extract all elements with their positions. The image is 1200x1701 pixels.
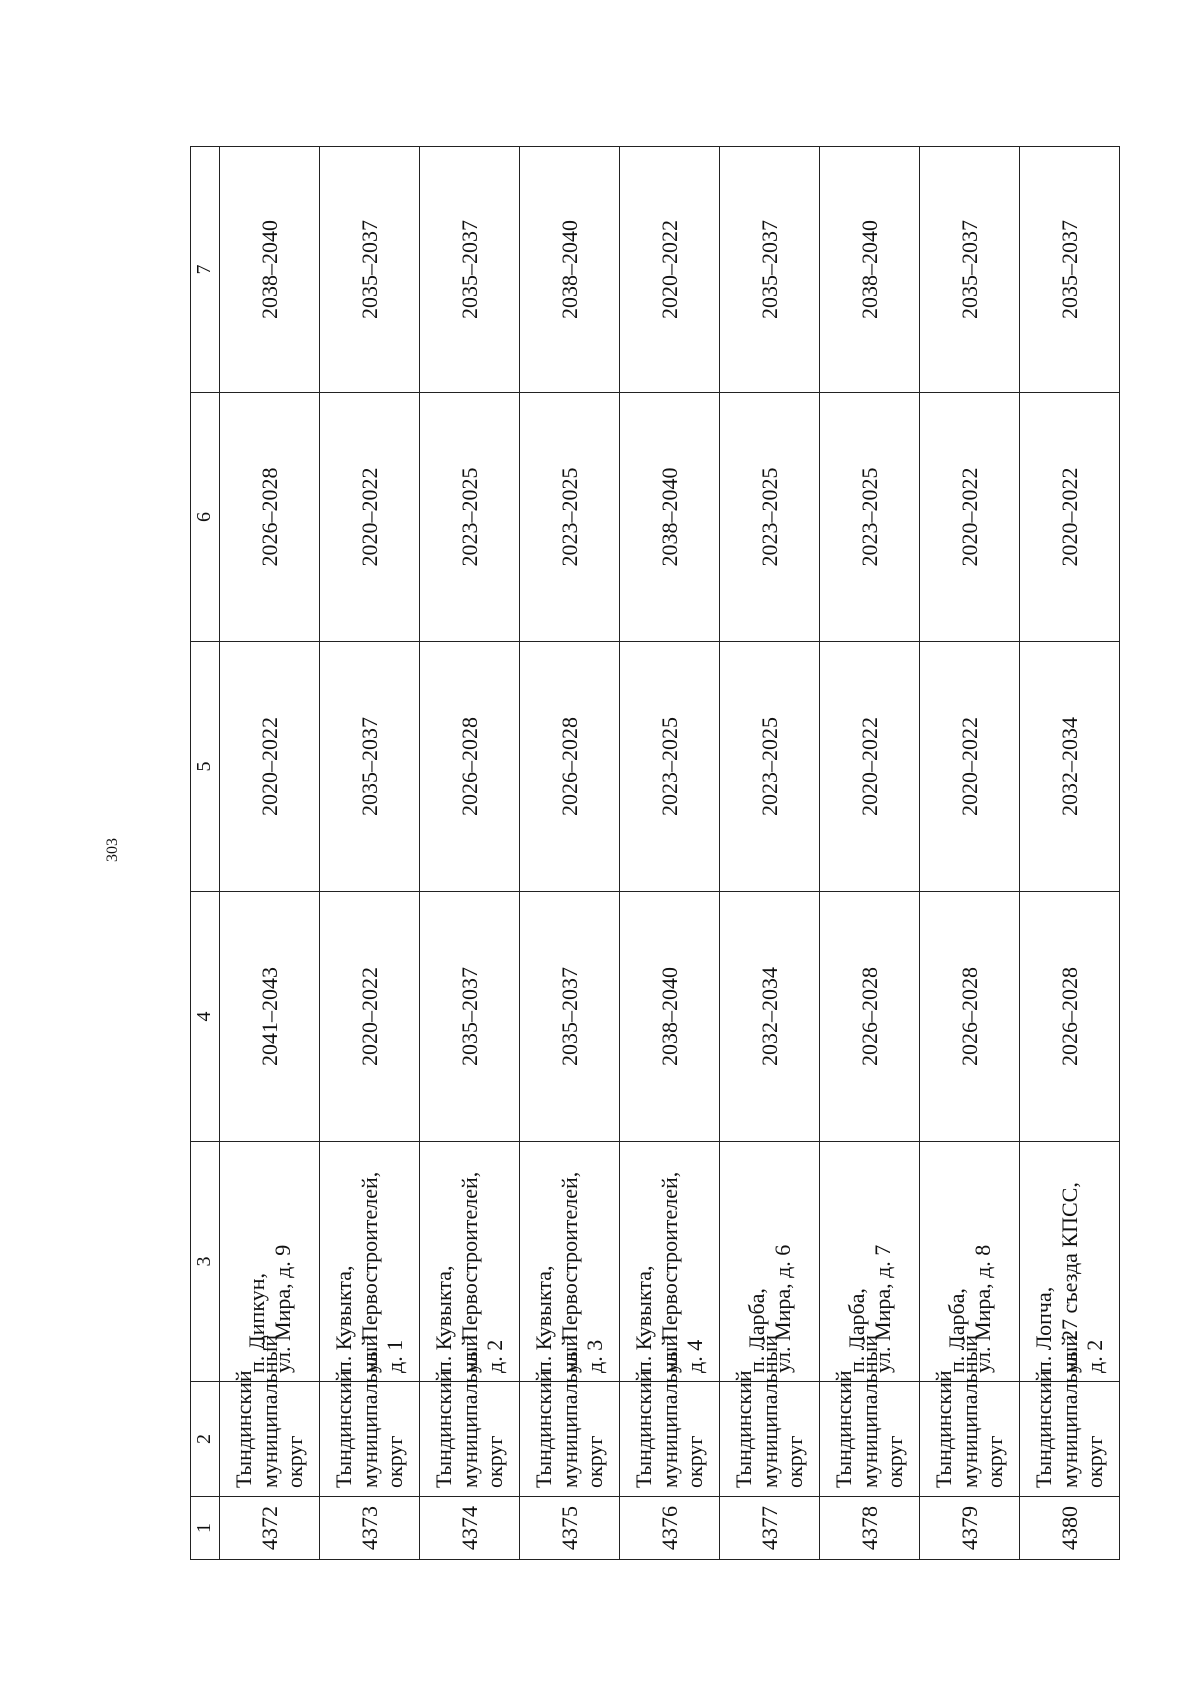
address-cell [320, 1142, 420, 1382]
period-cell: 2026–2028 [1020, 892, 1120, 1142]
period-cell: 2023–2025 [720, 393, 820, 642]
period-cell: 2035–2037 [920, 147, 1020, 393]
address-line: п. Кувыкта, [630, 1265, 656, 1373]
period-cell: 2026–2028 [820, 892, 920, 1142]
row-number-cell: 4375 [520, 1497, 620, 1560]
address-line: ул. Мира, д. 9 [269, 1244, 295, 1373]
period-cell: 2041–2043 [220, 892, 320, 1142]
header-cell: 5 [191, 642, 220, 892]
row-number-cell: 4380 [1020, 1497, 1120, 1560]
row-number-cell: 4377 [720, 1497, 820, 1560]
table-row [920, 147, 1020, 1560]
address-line: п. Кувыкта, [430, 1265, 456, 1373]
address-line: п. Лопча, [1030, 1286, 1056, 1373]
period-cell: 2023–2025 [520, 393, 620, 642]
period-cell: 2035–2037 [1020, 147, 1120, 393]
address-line: ул. 27 съезда КПСС, [1056, 1182, 1082, 1373]
period-cell: 2020–2022 [320, 892, 420, 1142]
period-cell: 2026–2028 [420, 642, 520, 892]
table-row [720, 147, 820, 1560]
district-cell: Тындинский муниципальный округ [820, 1382, 920, 1497]
address-line: д. 1 [382, 1339, 408, 1373]
period-cell: 2038–2040 [520, 147, 620, 393]
table-row [520, 147, 620, 1560]
period-cell: 2038–2040 [620, 393, 720, 642]
address-line: ул. Первостроителей, [356, 1171, 382, 1373]
row-number-cell: 4373 [320, 1497, 420, 1560]
address-line: п. Дипкун, [243, 1273, 269, 1373]
period-cell: 2026–2028 [920, 892, 1020, 1142]
table-row [220, 147, 320, 1560]
district-cell: Тындинский муниципальный округ [620, 1382, 720, 1497]
page-number: 303 [104, 838, 121, 862]
address-line: д. 2 [1082, 1339, 1108, 1373]
header-cell: 2 [191, 1382, 220, 1497]
header-cell: 4 [191, 892, 220, 1142]
address-cell [220, 1142, 320, 1382]
address-line: п. Ларба, [843, 1288, 869, 1373]
period-cell: 2038–2040 [820, 147, 920, 393]
header-cell: 7 [191, 147, 220, 393]
period-cell: 2023–2025 [820, 393, 920, 642]
schedule-table [190, 146, 1120, 1560]
period-cell: 2026–2028 [220, 393, 320, 642]
period-cell: 2035–2037 [420, 147, 520, 393]
header-cell: 3 [191, 1142, 220, 1382]
period-cell: 2035–2037 [520, 892, 620, 1142]
table-row [320, 147, 420, 1560]
address-line: п. Ларба, [743, 1288, 769, 1373]
address-line: п. Кувыкта, [330, 1265, 356, 1373]
row-number-cell: 4372 [220, 1497, 320, 1560]
period-cell: 2032–2034 [720, 892, 820, 1142]
period-cell: 2020–2022 [920, 393, 1020, 642]
period-cell: 2032–2034 [1020, 642, 1120, 892]
address-cell [520, 1142, 620, 1382]
district-cell: Тындинский муниципальный округ [720, 1382, 820, 1497]
district-cell: Тындинский муниципальный округ [220, 1382, 320, 1497]
district-cell: Тындинский муниципальный округ [920, 1382, 1020, 1497]
table-row [420, 147, 520, 1560]
period-cell: 2020–2022 [220, 642, 320, 892]
district-cell: Тындинский муниципальный округ [520, 1382, 620, 1497]
table-row [620, 147, 720, 1560]
period-cell: 2035–2037 [320, 642, 420, 892]
address-line: ул. Первостроителей, [556, 1171, 582, 1373]
period-cell: 2035–2037 [720, 147, 820, 393]
period-cell: 2035–2037 [420, 892, 520, 1142]
address-cell [720, 1142, 820, 1382]
address-line: д. 4 [682, 1339, 708, 1373]
row-number-cell: 4379 [920, 1497, 1020, 1560]
period-cell: 2026–2028 [520, 642, 620, 892]
table-row [820, 147, 920, 1560]
address-line: ул. Мира, д. 8 [969, 1244, 995, 1373]
address-cell [420, 1142, 520, 1382]
address-cell [620, 1142, 720, 1382]
period-cell: 2023–2025 [620, 642, 720, 892]
district-cell: Тындинский муниципальный округ [420, 1382, 520, 1497]
period-cell: 2020–2022 [920, 642, 1020, 892]
address-line: д. 3 [582, 1339, 608, 1373]
period-cell: 2023–2025 [420, 393, 520, 642]
address-line: ул. Первостроителей, [656, 1171, 682, 1373]
address-line: п. Кувыкта, [530, 1265, 556, 1373]
district-cell: Тындинский муниципальный округ [1020, 1382, 1120, 1497]
period-cell: 2020–2022 [1020, 393, 1120, 642]
row-number-cell: 4378 [820, 1497, 920, 1560]
address-line: ул. Первостроителей, [456, 1171, 482, 1373]
district-cell: Тындинский муниципальный округ [320, 1382, 420, 1497]
rotated-table-container [190, 147, 1120, 1560]
period-cell: 2038–2040 [620, 892, 720, 1142]
address-line: д. 2 [482, 1339, 508, 1373]
document-table-region [190, 147, 1120, 1560]
table-body [191, 147, 1120, 1560]
address-line: ул. Мира, д. 6 [769, 1244, 795, 1373]
period-cell: 2023–2025 [720, 642, 820, 892]
row-number-cell: 4376 [620, 1497, 720, 1560]
header-row [191, 147, 220, 1560]
address-line: ул. Мира, д. 7 [869, 1244, 895, 1373]
table-row [1020, 147, 1120, 1560]
header-cell: 1 [191, 1497, 220, 1560]
address-cell [1020, 1142, 1120, 1382]
period-cell: 2020–2022 [620, 147, 720, 393]
period-cell: 2035–2037 [320, 147, 420, 393]
header-cell: 6 [191, 393, 220, 642]
period-cell: 2020–2022 [320, 393, 420, 642]
period-cell: 2020–2022 [820, 642, 920, 892]
row-number-cell: 4374 [420, 1497, 520, 1560]
address-line: п. Ларба, [943, 1288, 969, 1373]
period-cell: 2038–2040 [220, 147, 320, 393]
address-cell [820, 1142, 920, 1382]
address-cell [920, 1142, 1020, 1382]
